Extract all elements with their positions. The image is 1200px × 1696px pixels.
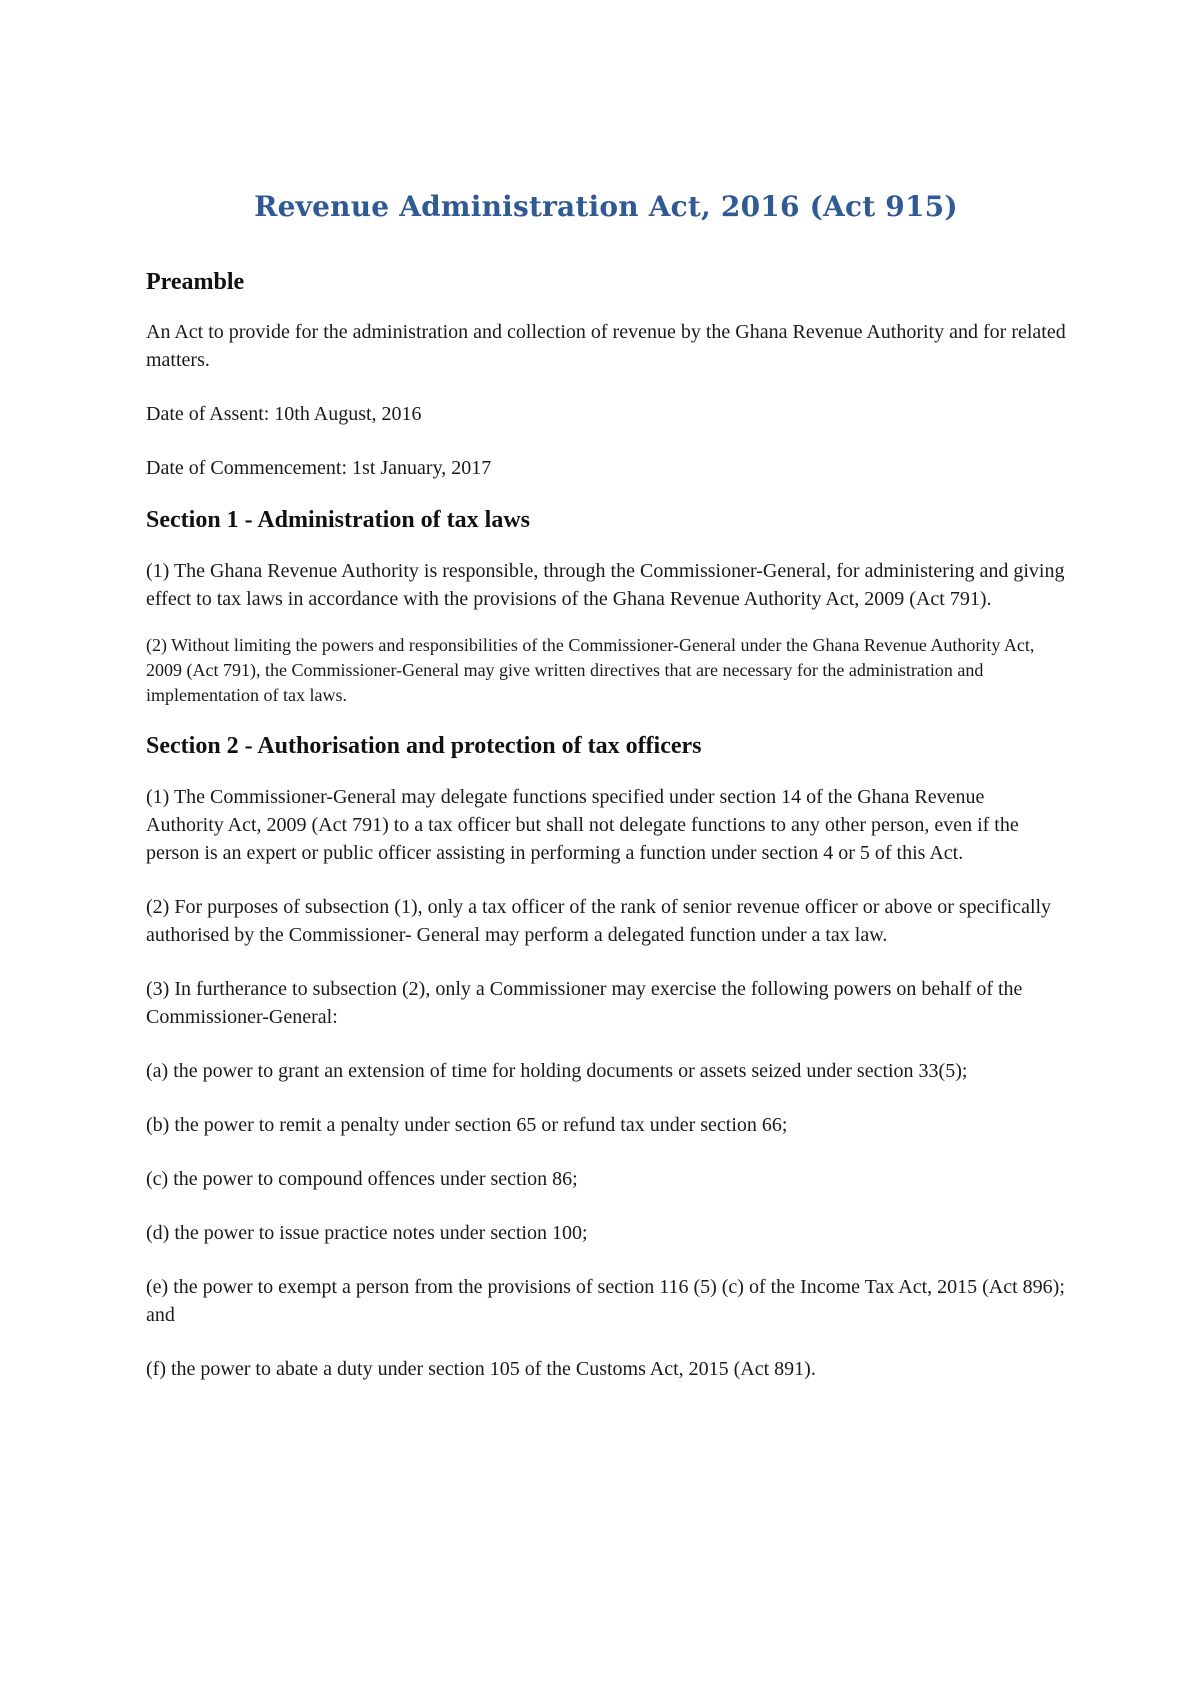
- section-2-paragraph-3: (3) In furtherance to subsection (2), only a Commissioner may exercise the following powers on behalf of the Commissioner-General:: [146, 977, 1023, 1028]
- section-2-paragraph-2: (2) For purposes of subsection (1), only a tax officer of the rank of senior revenue officer or above or specifically authorised by the Commissioner- General may perform a delegated function under a tax law.: [146, 895, 1052, 946]
- document-page: [146, 190, 1066, 1383]
- section-2-item-f: (f) the power to abate a duty under section 105 of the Customs Act, 2015 (Act 891).: [146, 1357, 816, 1380]
- section-2-heading: Section 2 - Authorisation and protection of tax officers: [146, 733, 702, 760]
- date-of-assent: Date of Assent: 10th August, 2016: [146, 403, 422, 426]
- section-2-item-c: (c) the power to compound offences under section 86;: [146, 1167, 578, 1190]
- document-title: Revenue Administration Act, 2016 (Act 915): [254, 190, 958, 223]
- date-of-commencement: Date of Commencement: 1st January, 2017: [146, 457, 492, 480]
- section-1-paragraph-1: (1) The Ghana Revenue Authority is responsible, through the Commissioner-General, for administering and giving effect to tax laws in accordance with the provisions of the Ghana Revenue Authority Act, 2009 (Act 791).: [146, 560, 1065, 611]
- section-2-item-b: (b) the power to remit a penalty under section 65 or refund tax under section 66;: [146, 1113, 788, 1136]
- preamble-text: An Act to provide for the administration and collection of revenue by the Ghana Revenue Authority and for related matters.: [146, 321, 1066, 372]
- section-2-item-d: (d) the power to issue practice notes under section 100;: [146, 1221, 588, 1244]
- section-2-item-e: (e) the power to exempt a person from the provisions of section 116 (5) (c) of the Income Tax Act, 2015 (Act 896); and: [146, 1275, 1065, 1326]
- section-2-item-a: (a) the power to grant an extension of time for holding documents or assets seized under section 33(5);: [146, 1059, 968, 1082]
- section-2-paragraph-1: (1) The Commissioner-General may delegate functions specified under section 14 of the Ghana Revenue Authority Act, 2009 (Act 791) to a tax officer but shall not delegate functions to any other person, even if the person is an expert or public officer assisting in performing a function under section 4 or 5 of this Act.: [146, 785, 1019, 864]
- preamble-heading: Preamble: [146, 268, 245, 295]
- section-1-heading: Section 1 - Administration of tax laws: [146, 507, 530, 534]
- section-1-paragraph-2: (2) Without limiting the powers and responsibilities of the Commissioner-General under the Ghana Revenue Authority Act, 2009 (Act 791), the Commissioner-General may give written directives that are necessary for the administration and implementation of tax laws.: [146, 635, 1035, 706]
